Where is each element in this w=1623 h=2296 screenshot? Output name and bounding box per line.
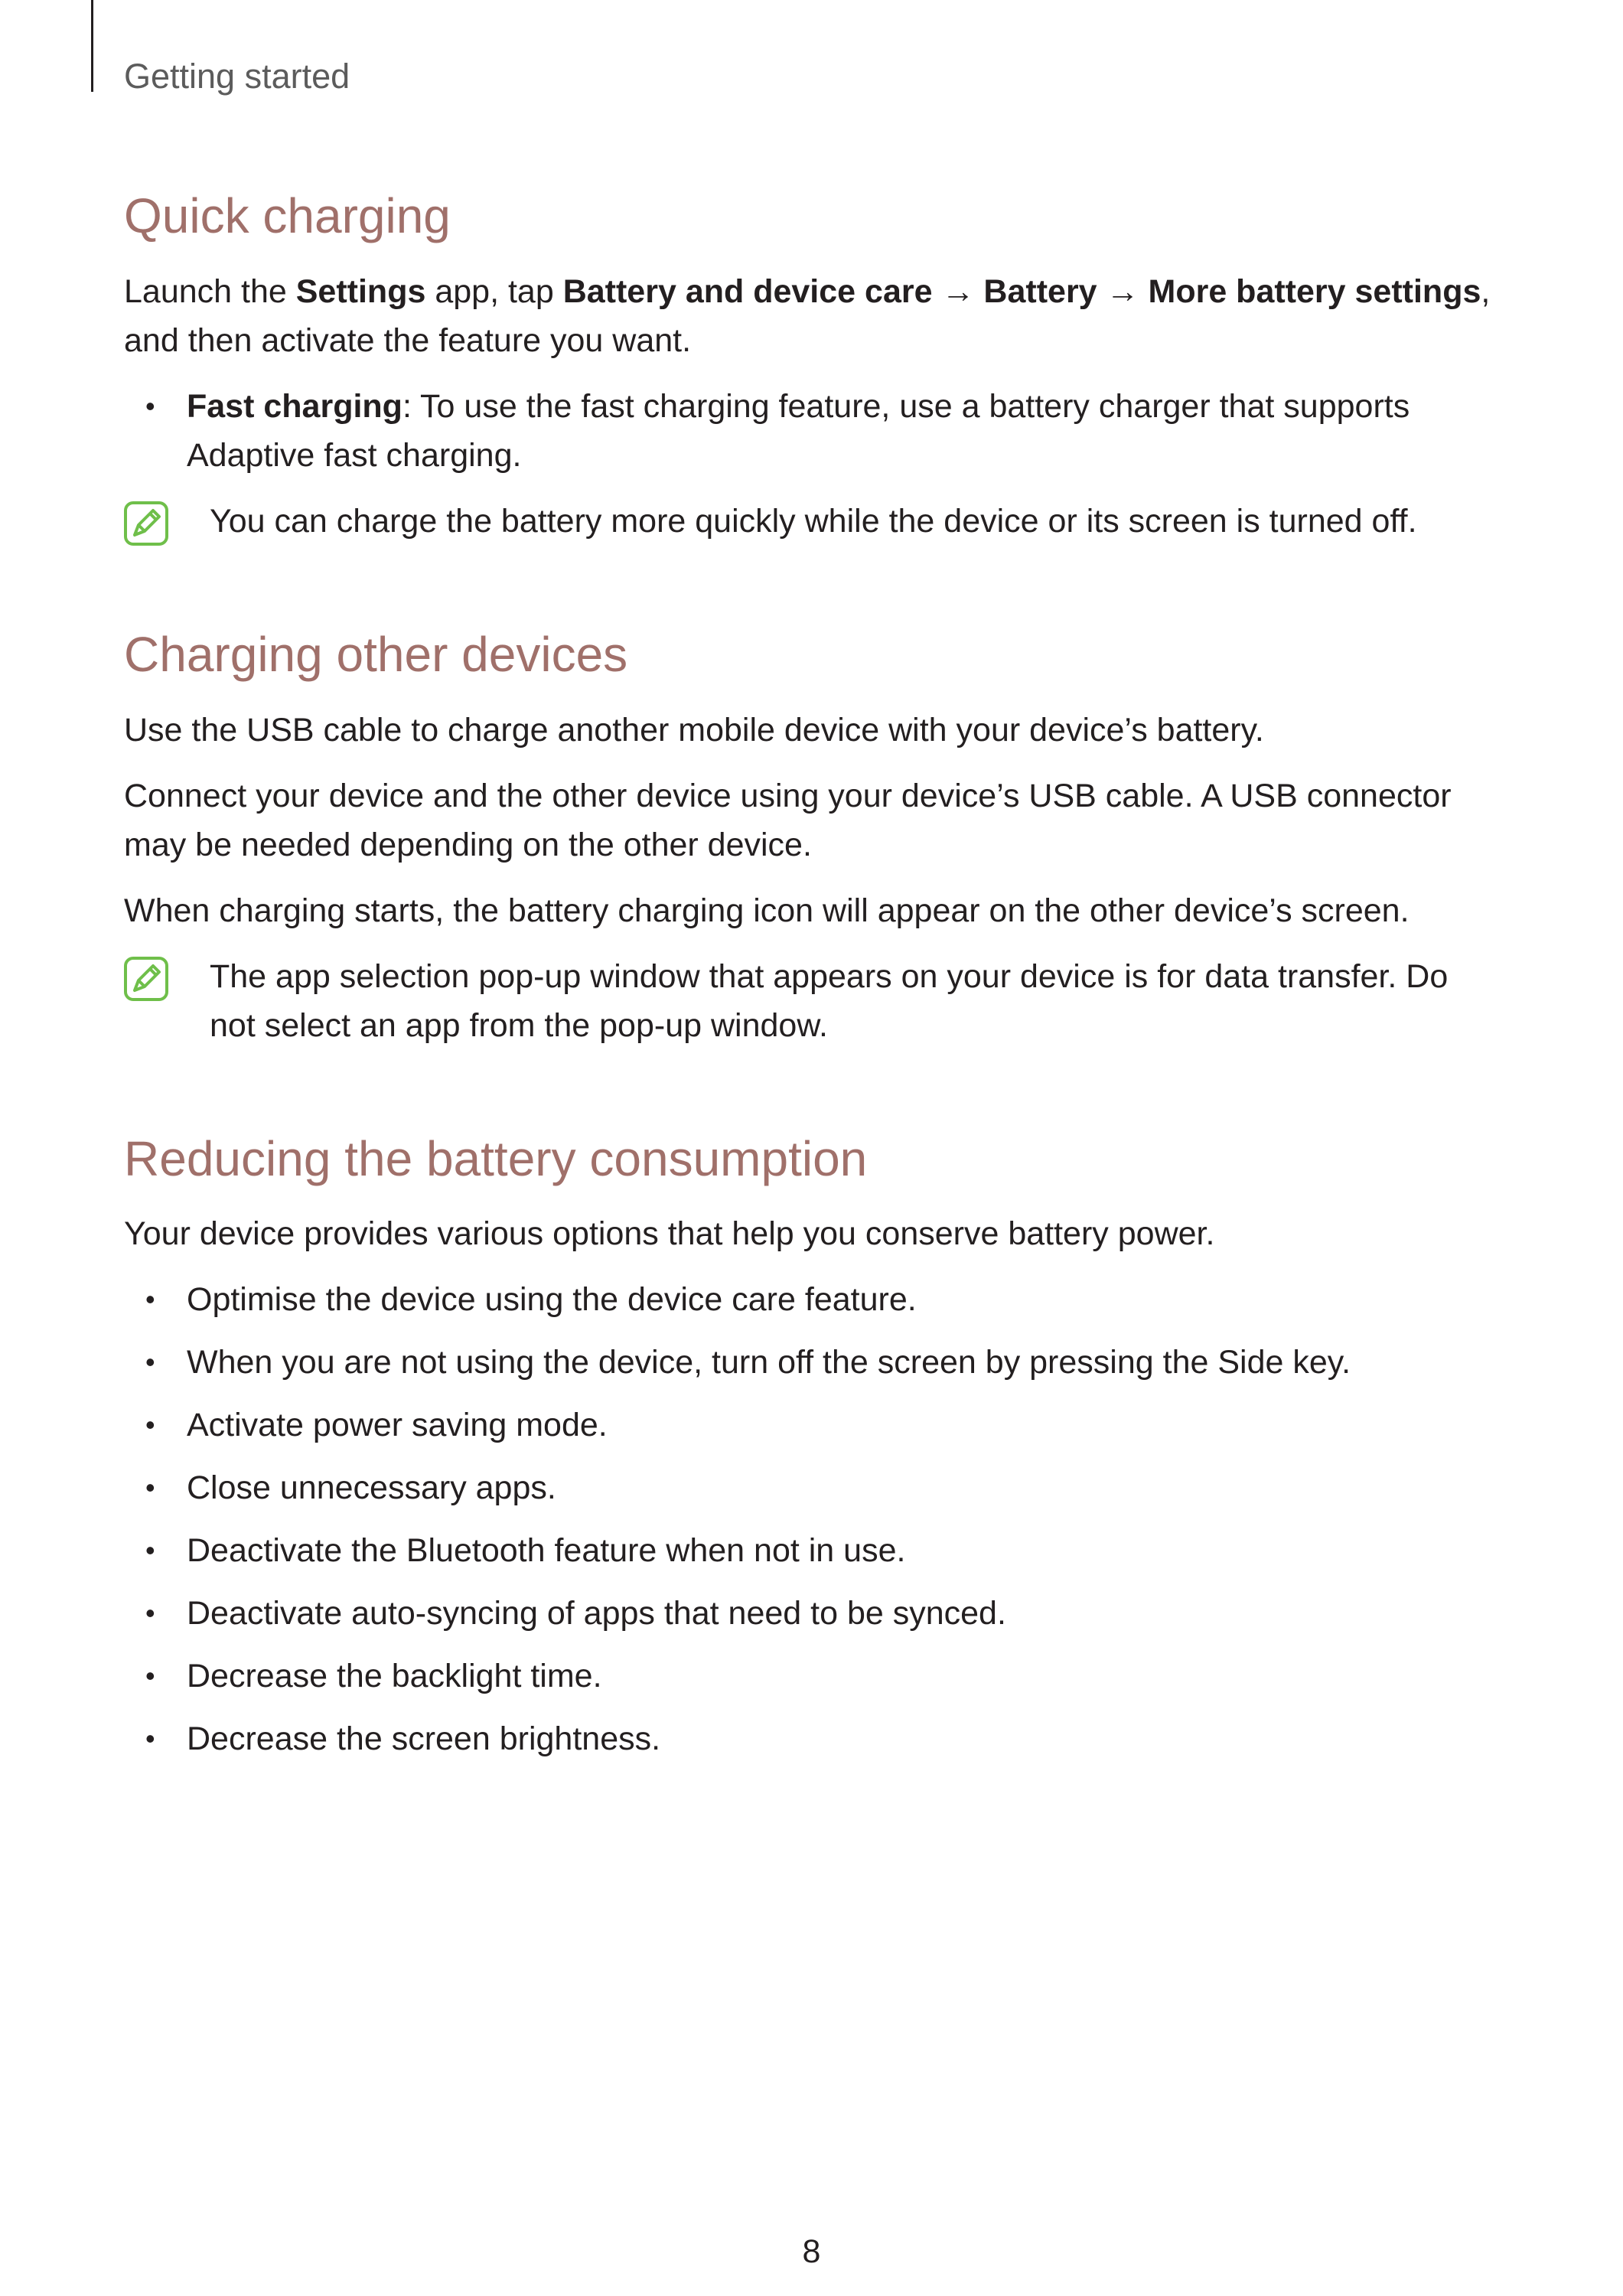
bullet-dot: •: [145, 1723, 155, 1755]
page-number: 8: [802, 2233, 821, 2270]
note: The app selection pop-up window that appears on your device is for data transfer. Do not select an app from the pop-up window.: [124, 952, 1501, 1050]
tips-list: [124, 1275, 1501, 1763]
bullet-dot: •: [145, 390, 155, 422]
bullet-dot: •: [145, 1597, 155, 1629]
list-item: • Deactivate auto-syncing of apps that need to be synced.: [124, 1589, 1501, 1638]
list-item: • Fast charging: To use the fast charging feature, use a battery charger that supports Adaptive fast charging.: [124, 382, 1501, 480]
page-content: [124, 187, 1501, 1763]
bullet-dot: •: [145, 1534, 155, 1567]
note-pencil-icon: [124, 957, 168, 1001]
section-quick-charging: [124, 187, 1501, 546]
section-reducing-battery-consumption: [124, 1130, 1501, 1764]
intro-paragraph: Launch the Settings app, tap Battery and device care → Battery → More battery settings, and then activate the feature you want.: [124, 272, 1491, 359]
bullet-dot: •: [145, 1472, 155, 1504]
bullet-dot: •: [145, 1346, 155, 1378]
bullet-dot: •: [145, 1660, 155, 1692]
quick-charging-list: [124, 382, 1501, 480]
menu-more-battery-settings: More battery settings: [1148, 272, 1481, 310]
paragraph: When charging starts, the battery charging icon will appear on the other device’s screen.: [124, 892, 1410, 929]
settings-app-name: Settings: [295, 272, 426, 310]
list-item: • Optimise the device using the device care feature.: [124, 1275, 1501, 1324]
section-charging-other-devices: [124, 625, 1501, 1050]
note: You can charge the battery more quickly while the device or its screen is turned off.: [124, 497, 1501, 546]
list-item: • Decrease the screen brightness.: [124, 1714, 1501, 1763]
list-item: • Close unnecessary apps.: [124, 1463, 1501, 1512]
menu-battery-device-care: Battery and device care: [562, 272, 933, 310]
section-title: Reducing the battery consumption: [124, 1130, 868, 1186]
list-item: • When you are not using the device, turn off the screen by pressing the Side key.: [124, 1338, 1501, 1387]
note-pencil-icon: [124, 501, 168, 546]
paragraph: Your device provides various options that help you conserve battery power.: [124, 1215, 1215, 1253]
paragraph: Use the USB cable to charge another mobile device with your device’s battery.: [124, 711, 1264, 748]
bullet-dot: •: [145, 1283, 155, 1316]
list-item: • Deactivate the Bluetooth feature when not in use.: [124, 1526, 1501, 1575]
paragraph: Connect your device and the other device using your device’s USB cable. A USB connector may be needed depending on the other device.: [124, 777, 1452, 863]
menu-battery: Battery: [983, 272, 1097, 310]
list-item: • Activate power saving mode.: [124, 1401, 1501, 1450]
section-title: Quick charging: [124, 188, 451, 243]
list-item: • Decrease the backlight time.: [124, 1652, 1501, 1701]
section-title: Charging other devices: [124, 626, 628, 682]
running-head: Getting started: [124, 57, 350, 96]
side-rule: [91, 0, 93, 92]
bullet-dot: •: [145, 1409, 155, 1441]
